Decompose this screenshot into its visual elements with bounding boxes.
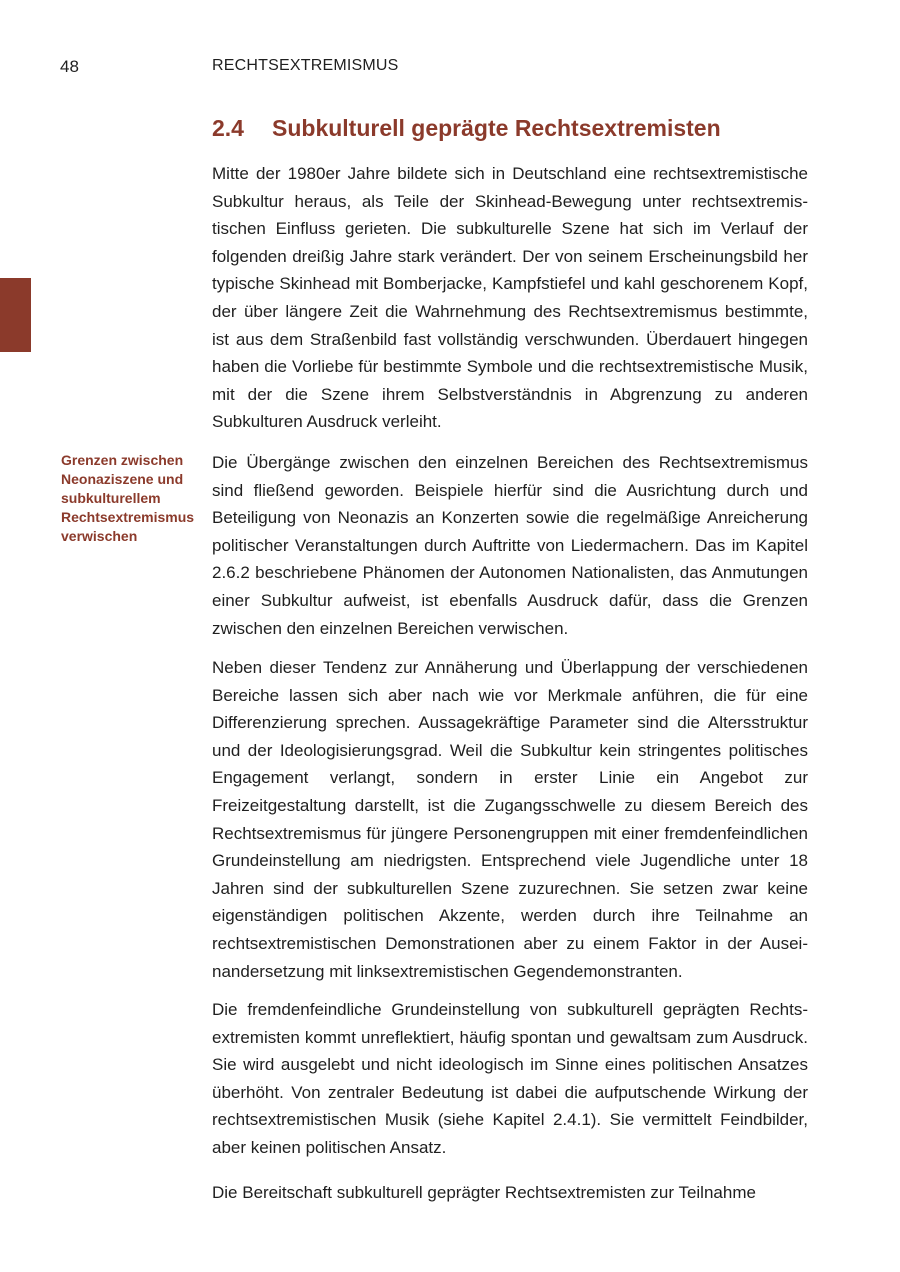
running-header: RECHTSEXTREMISMUS: [212, 57, 399, 74]
margin-note-line: Neonaziszene und: [61, 471, 184, 487]
body-paragraph: Mitte der 1980er Jahre bildete sich in Deutschland eine rechtsextremistische Subkultur heraus, als Teile der Skinhead-Bewegung unter rechtsextremistischen Einfluss gerieten. Die subkulturelle Szene hat sich im Verlauf der folgenden dreißig Jahre stark verändert. Der von seinem Erscheinungsbild her typische Skinhead mit Bomberjacke, Kampfstiefel und kahl geschorenem Kopf, der über längere Zeit die Wahrnehmung des Rechtsextremismus bestimmte, ist aus dem Straßenbild fast vollständig verschwunden. Überdauert hingegen haben die Vorliebe für bestimmte Symbole und die rechtsextremistische Musik, mit der die Szene ihrem Selbstverständnis in Abgrenzung zu anderen Subkulturen Ausdruck verleiht.: [212, 164, 808, 432]
body-paragraph: Die Übergänge zwischen den einzelnen Bereichen des Rechtsextremismus sind fließend geworden. Beispiele hierfür sind die Ausrichtung durch und Beteiligung von Neonazis an Konzerten sowie die regelmäßige Anreicherung politischer Veranstaltungen durch Auftritte von Liedermachern. Das im Kapitel 2.6.2 beschriebene Phänomen der Autonomen Nationalisten, das Anmutungen einer Subkultur aufweist, ist ebenfalls Ausdruck dafür, dass die Grenzen zwischen den einzelnen Bereichen verwischen.: [212, 453, 808, 638]
margin-note-line: verwischen: [61, 528, 138, 544]
margin-note-line: Rechtsextremismus: [61, 509, 195, 525]
body-paragraph: Die fremdenfeindliche Grundeinstellung von subkulturell geprägten Rechtsextremisten kommt unreflektiert, häufig spontan und gewaltsam zum Ausdruck. Sie wird ausgelebt und nicht ideologisch im Sinne eines politischen Ansatzes überhöht. Von zentraler Bedeutung ist dabei die aufputschende Wirkung der rechtsextremistischen Musik (siehe Kapitel 2.4.1). Sie vermittelt Feindbilder, aber keinen politischen Ansatz.: [212, 1000, 808, 1157]
section-number: 2.4: [212, 115, 244, 141]
margin-note: [61, 451, 201, 546]
chapter-edge-tab: [0, 278, 31, 352]
section-heading: [212, 115, 812, 142]
body-paragraph: Die Bereitschaft subkulturell geprägter Rechtsextremisten zur Teilnahme: [212, 1183, 756, 1202]
section-title: Subkulturell geprägte Rechtsextremisten: [272, 115, 721, 141]
page-number: 48: [60, 57, 79, 76]
margin-note-line: subkulturellem: [61, 490, 161, 506]
margin-note-line: Grenzen zwischen: [61, 452, 184, 468]
body-paragraph: Neben dieser Tendenz zur Annäherung und Überlappung der verschiedenen Bereiche lassen sich aber nach wie vor Merkmale anführen, die für eine Differenzierung sprechen. Aussagekräftige Parameter sind die Altersstruktur und der Ideologisierungsgrad. Weil die Subkultur kein stringentes politisches Engagement verlangt, sondern in erster Linie ein Angebot zur Freizeitgestaltung darstellt, ist die Zugangsschwelle zu diesem Bereich des Rechtsextremismus für jüngere Personengruppen mit einer fremdenfeindlichen Grundeinstellung am niedrigsten. Entsprechend viele Jugendliche unter 18 Jahren sind der subkulturellen Szene zuzurechnen. Sie setzen zwar keine eigenständigen politischen Akzente, werden durch ihre Teilnahme an rechtsextremistischen Demonstrationen aber zu einem Faktor in der Auseinandersetzung mit linksextremistischen Gegendemonstranten.: [212, 658, 808, 981]
